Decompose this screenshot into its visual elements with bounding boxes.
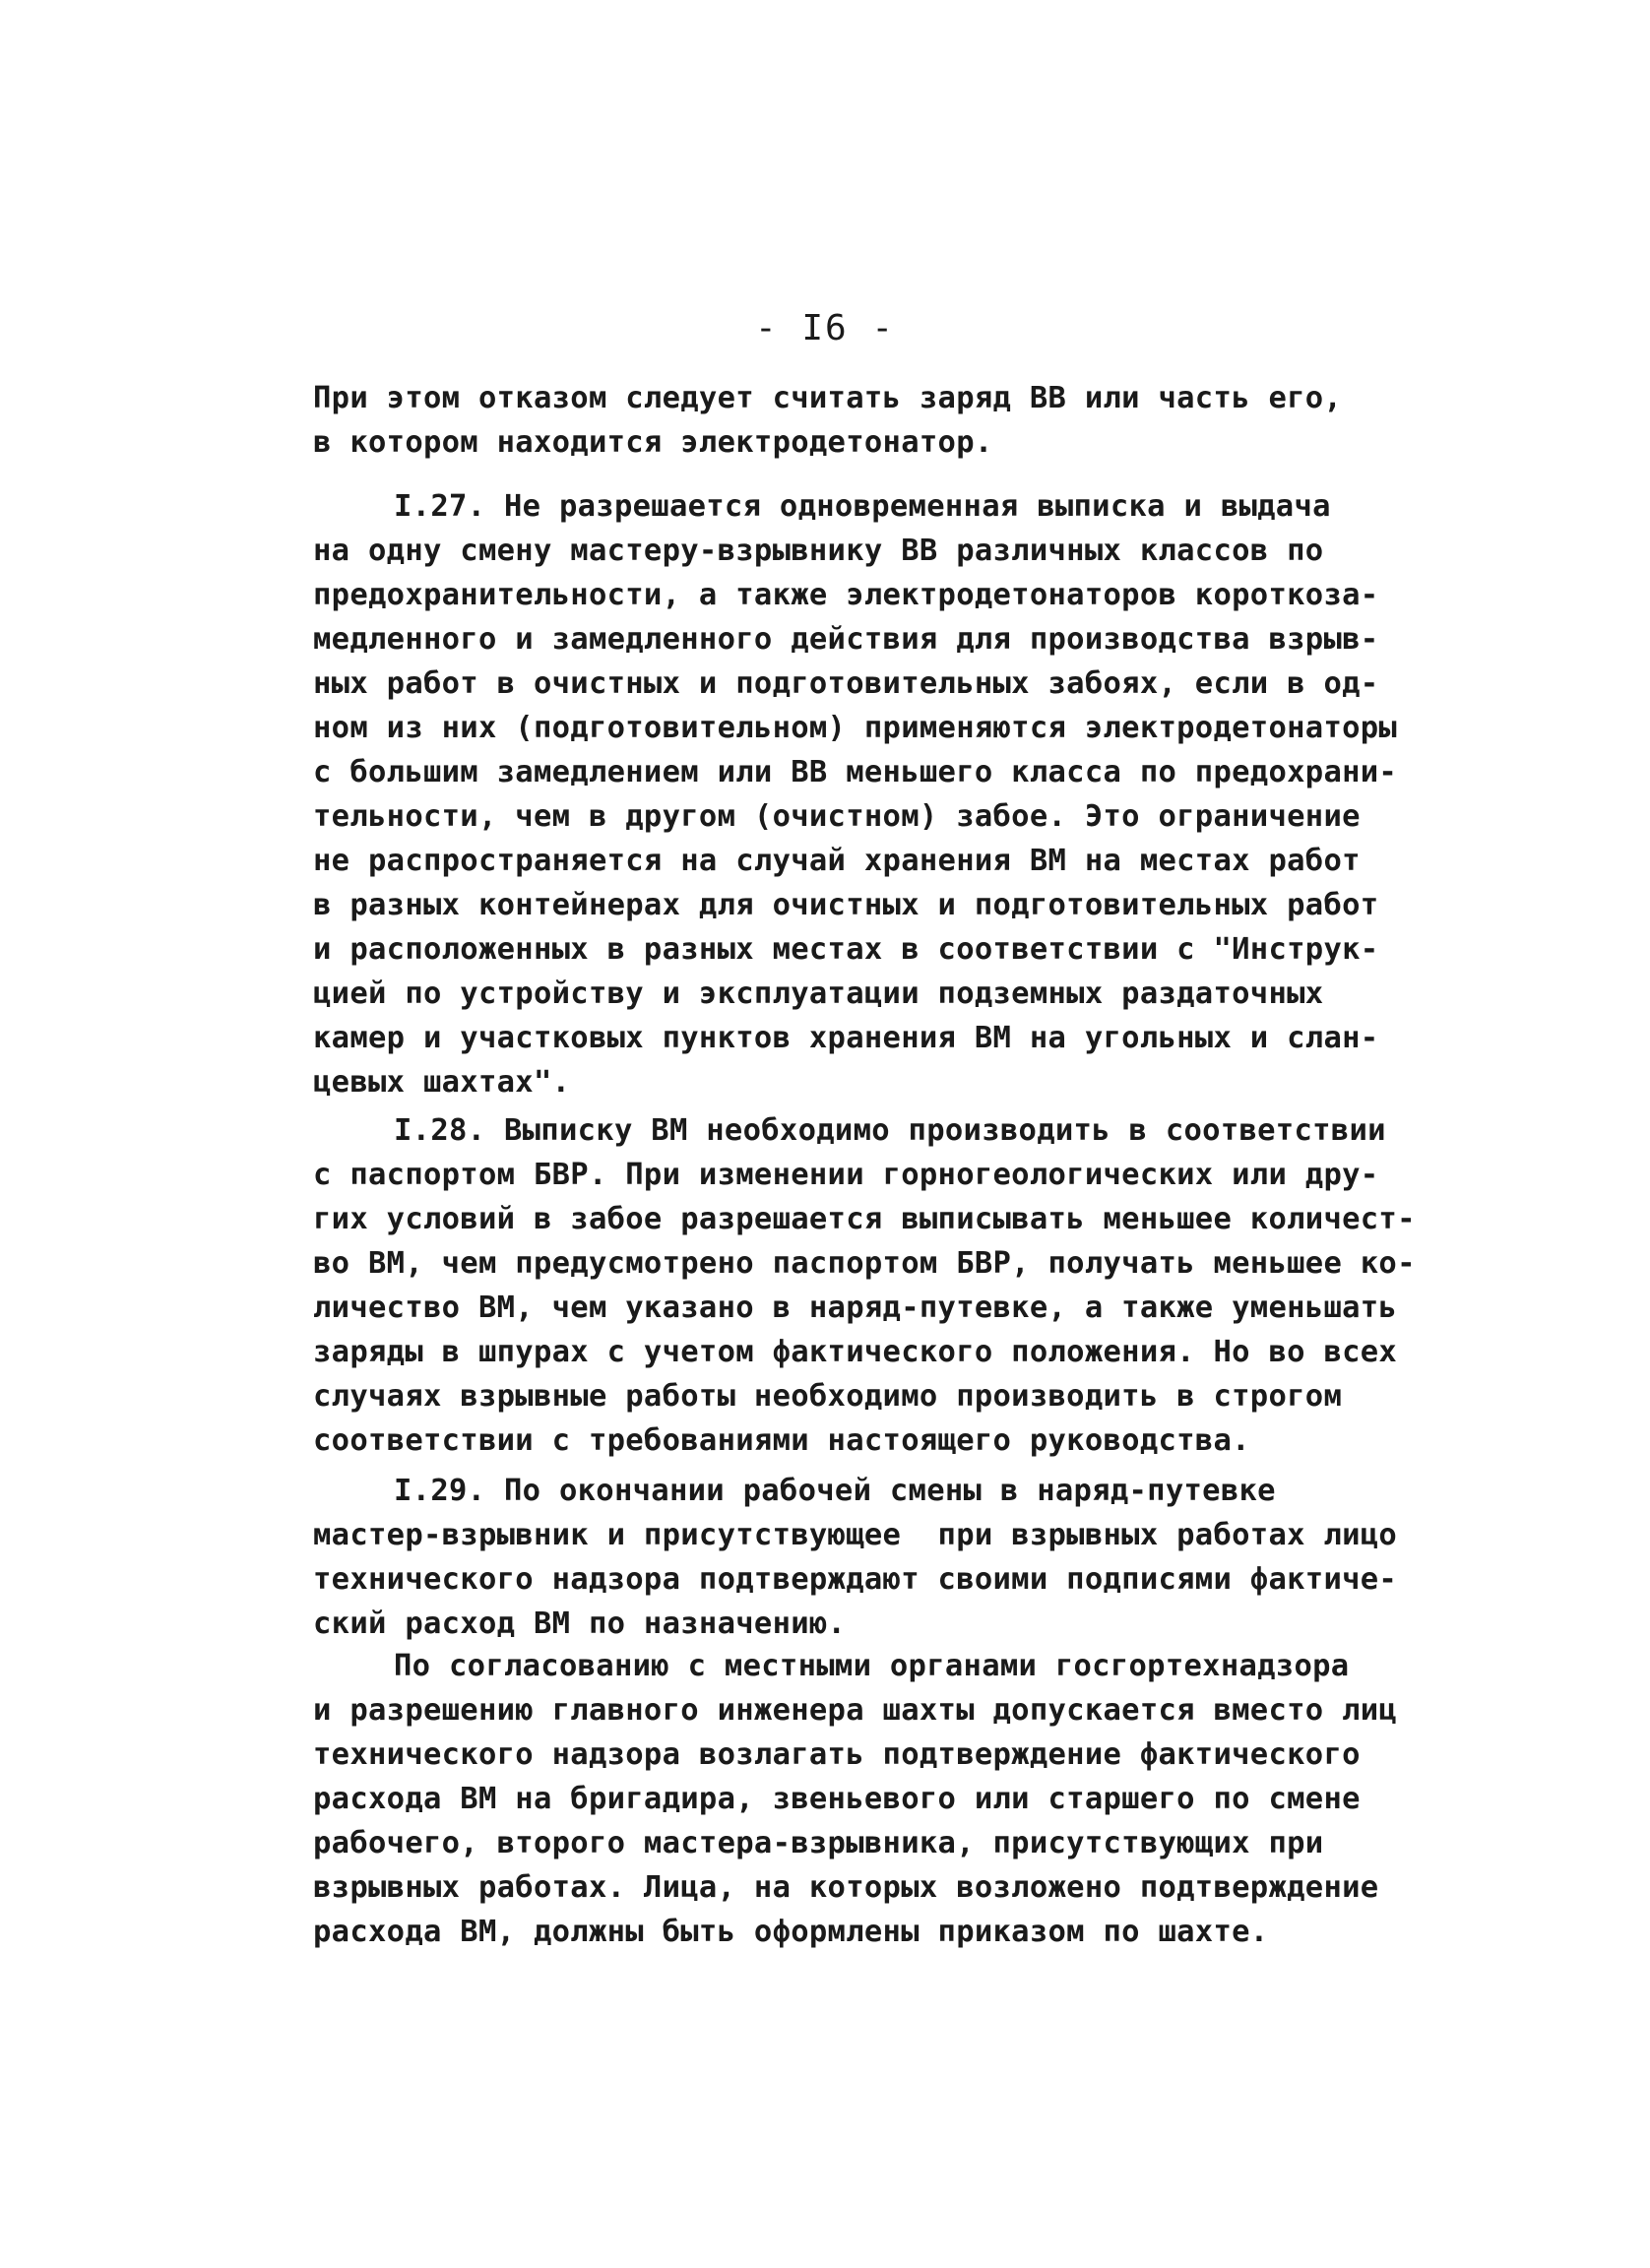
- text-line: на одну смену мастеру-взрывнику ВВ различных классов по: [313, 534, 1324, 568]
- text-line: технического надзора возлагать подтверждение фактического: [313, 1737, 1361, 1772]
- paragraph-1-29: [313, 1469, 1398, 1646]
- text-line: взрывных работах. Лица, на которых возложено подтверждение: [313, 1870, 1379, 1905]
- text-line: предохранительности, а также электродетонаторов короткоза-: [313, 578, 1379, 612]
- text-line: в разных контейнерах для очистных и подготовительных работ: [313, 888, 1379, 922]
- text-line: медленного и замедленного действия для производства взрыв-: [313, 622, 1379, 657]
- text-line: ном из них (подготовительном) применяются электродетонаторы: [313, 711, 1398, 745]
- text-line: ский расход ВМ по назначению.: [313, 1606, 847, 1641]
- text-line: случаях взрывные работы необходимо производить в строгом: [313, 1379, 1343, 1414]
- text-line: во ВМ, чем предусмотрено паспортом БВР, получать меньшее ко-: [313, 1246, 1416, 1281]
- text-line: гих условий в забое разрешается выписывать меньшее количест-: [313, 1202, 1416, 1236]
- paragraph-1-27: [313, 484, 1398, 1104]
- text-line: По согласованию с местными органами госгортехнадзора: [394, 1649, 1350, 1683]
- text-line: расхода ВМ, должны быть оформлены приказом по шахте.: [313, 1915, 1269, 1949]
- text-line: с паспортом БВР. При изменении горногеологических или дру-: [313, 1158, 1379, 1192]
- text-line: ных работ в очистных и подготовительных забоях, если в од-: [313, 666, 1379, 701]
- text-line: I.27. Не разрешается одновременная выписка и выдача: [394, 489, 1331, 524]
- page-number: - I6 -: [754, 308, 896, 348]
- paragraph-continuation: [313, 376, 1376, 465]
- text-line: При этом отказом следует считать заряд ВВ или часть его,: [313, 381, 1343, 415]
- paragraph-agreement: [313, 1644, 1398, 1954]
- text-line: и разрешению главного инженера шахты допускается вместо лиц: [313, 1693, 1398, 1728]
- text-line: расхода ВМ на бригадира, звеньевого или старшего по смене: [313, 1782, 1361, 1816]
- paragraph-1-28: [313, 1108, 1416, 1463]
- text-line: не распространяется на случай хранения ВМ на местах работ: [313, 844, 1361, 878]
- text-line: цией по устройству и эксплуатации подземных раздаточных: [313, 976, 1324, 1011]
- text-line: I.28. Выписку ВМ необходимо производить в соответствии: [394, 1113, 1386, 1148]
- text-line: технического надзора подтверждают своими подписями фактиче-: [313, 1562, 1398, 1597]
- text-line: заряды в шпурах с учетом фактического положения. Но во всех: [313, 1335, 1398, 1369]
- text-line: в котором находится электродетонатор.: [313, 425, 993, 460]
- text-line: рабочего, второго мастера-взрывника, присутствующих при: [313, 1826, 1324, 1860]
- text-line: и расположенных в разных местах в соответствии с "Инструк-: [313, 932, 1379, 967]
- text-line: тельности, чем в другом (очистном) забое. Это ограничение: [313, 799, 1361, 834]
- text-line: с большим замедлением или ВВ меньшего класса по предохрани-: [313, 755, 1398, 789]
- text-line: мастер-взрывник и присутствующее при взрывных работах лицо: [313, 1518, 1398, 1552]
- text-line: I.29. По окончании рабочей смены в наряд-путевке: [394, 1474, 1276, 1508]
- text-line: камер и участковых пунктов хранения ВМ на угольных и слан-: [313, 1021, 1379, 1055]
- text-line: соответствии с требованиями настоящего руководства.: [313, 1423, 1250, 1458]
- text-line: личество ВМ, чем указано в наряд-путевке, а также уменьшать: [313, 1291, 1398, 1325]
- text-line: цевых шахтах".: [313, 1065, 571, 1100]
